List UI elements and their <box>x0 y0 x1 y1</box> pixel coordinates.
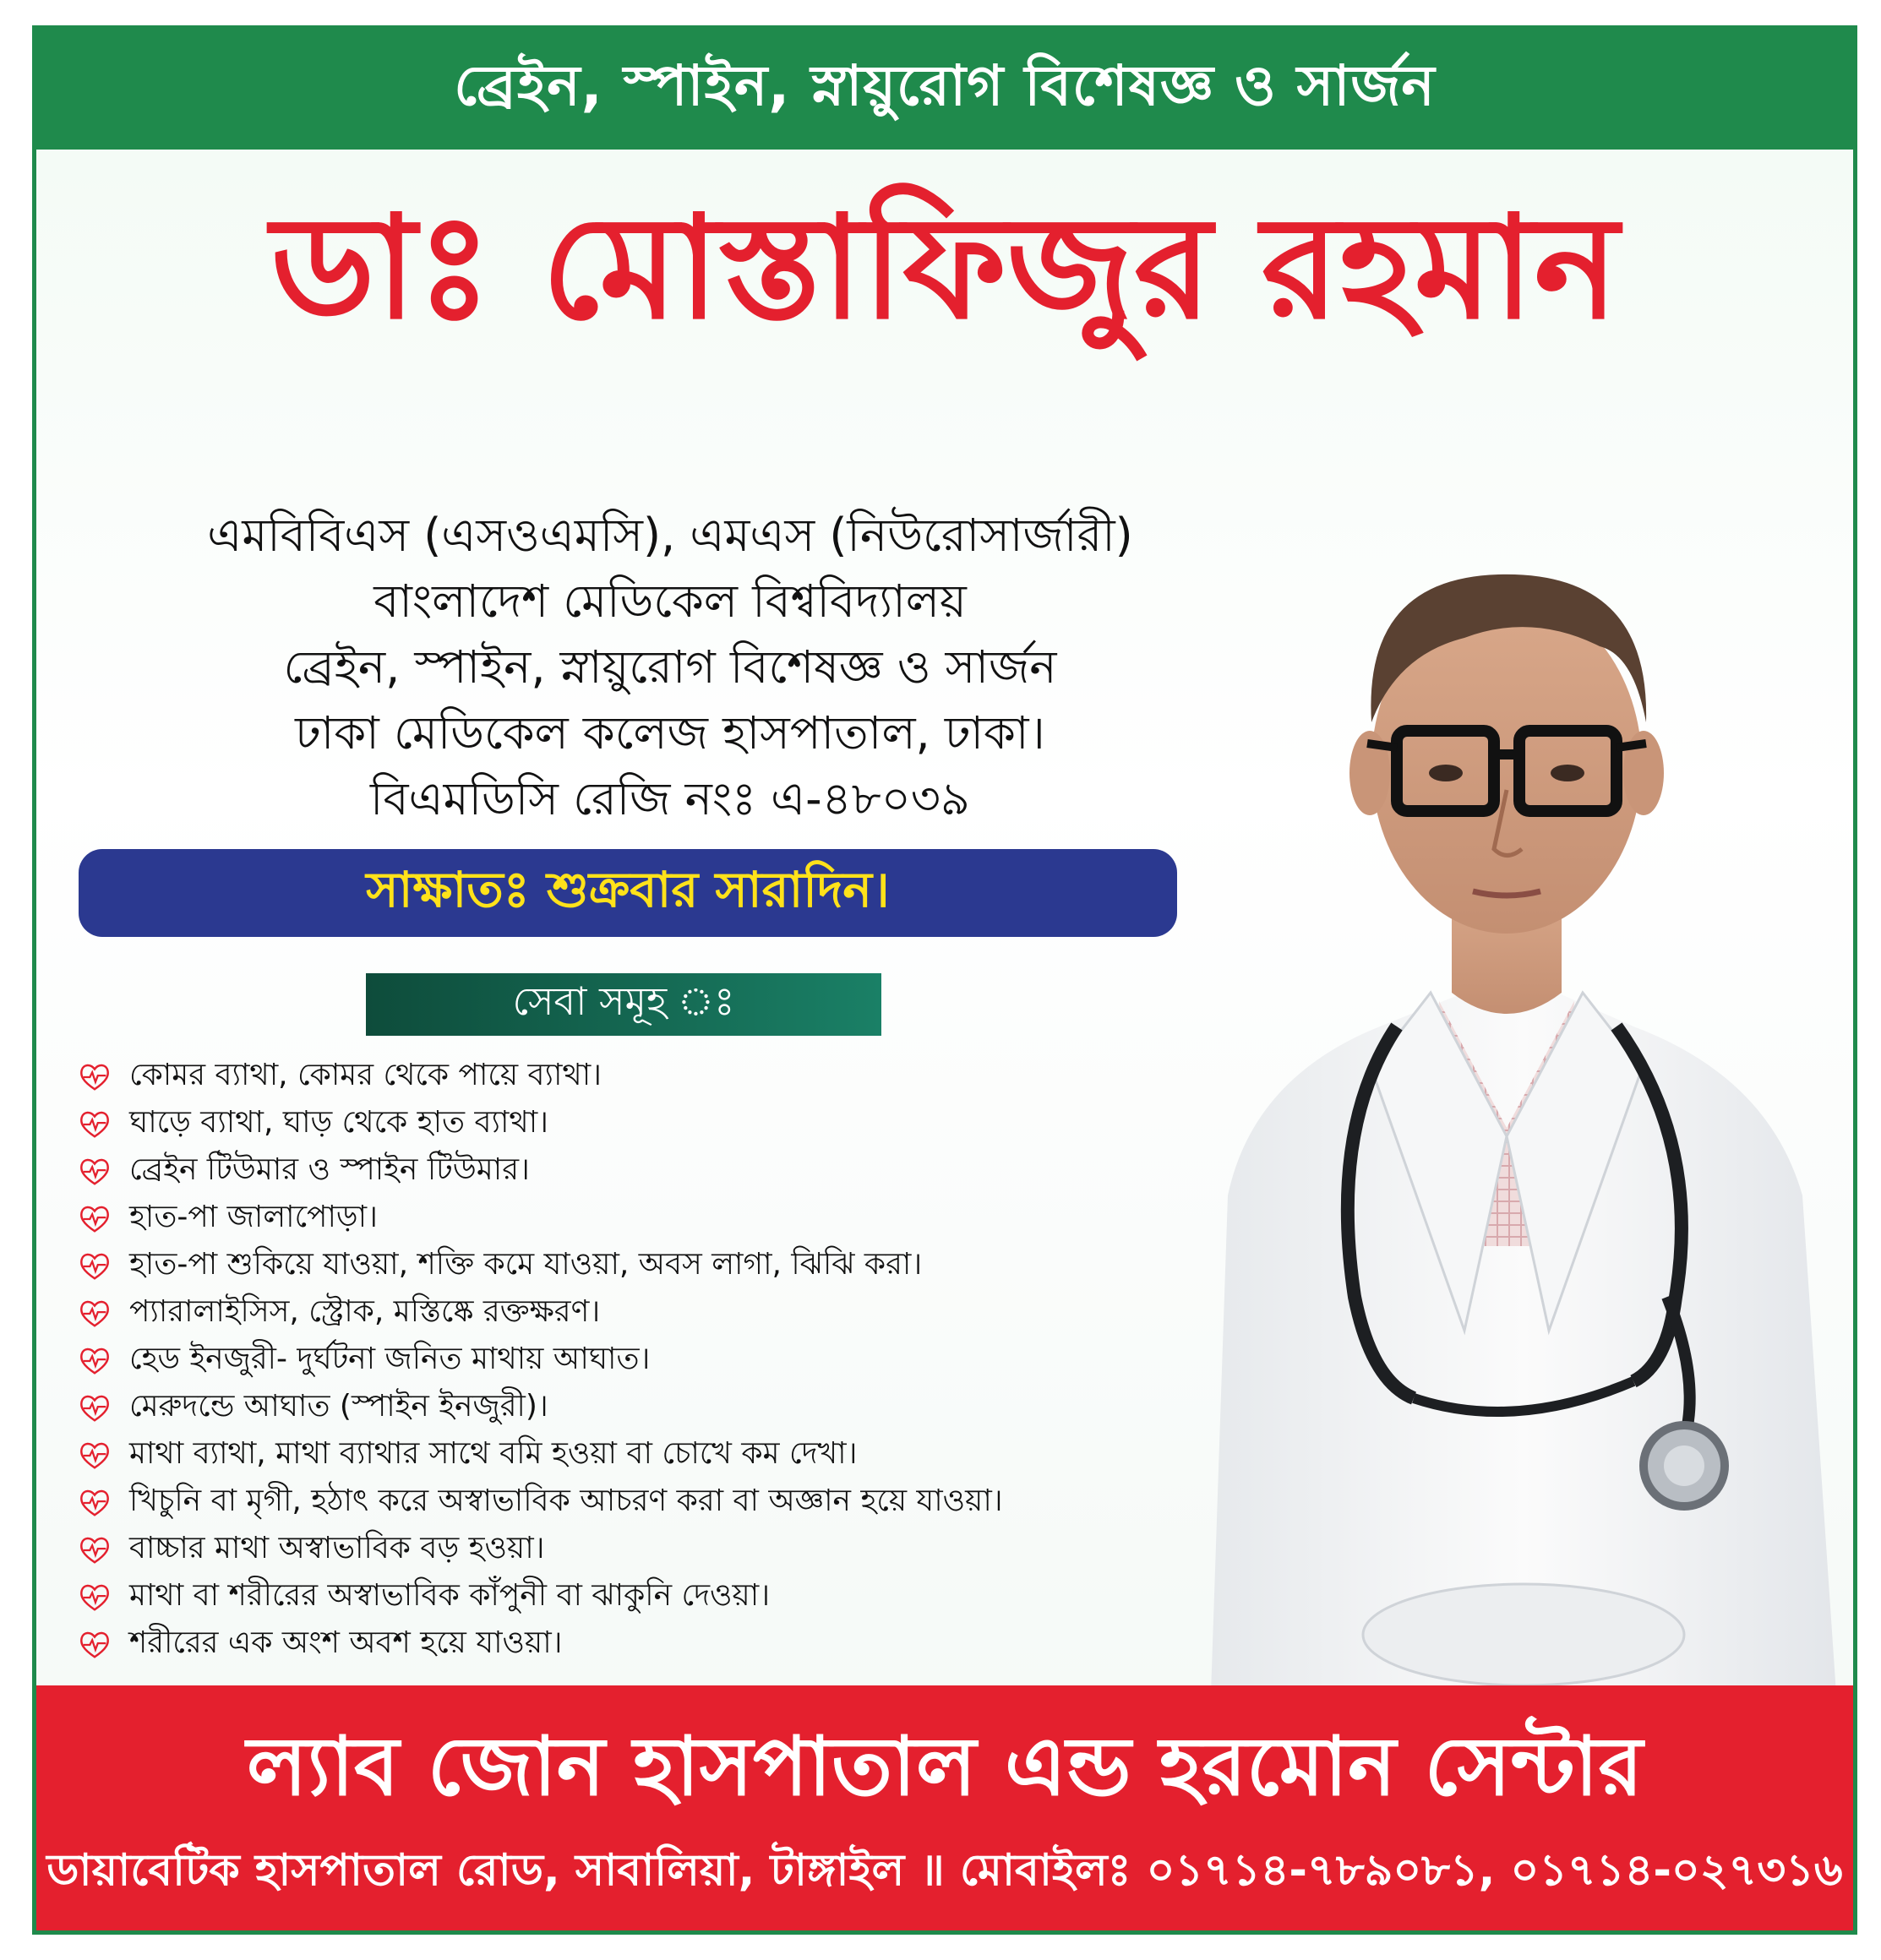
poster <box>32 25 1857 1935</box>
footer-banner <box>36 1685 1853 1930</box>
hospital-name: ল্যাব জোন হাসপাতাল এন্ড হরমোন সেন্টার <box>246 1719 1644 1814</box>
service-text: কোমর ব্যাথা, কোমর থেকে পায়ে ব্যাথা। <box>129 1058 602 1092</box>
credential-specialty: ব্রেইন, স্পাইন, স্নায়ুরোগ বিশেষজ্ঞ ও সার্জন <box>283 640 1057 694</box>
credential-university: বাংলাদেশ মেডিকেল বিশ্ববিদ্যালয় <box>373 574 967 628</box>
heartbeat-icon <box>79 1440 111 1472</box>
heartbeat-icon <box>79 1156 111 1188</box>
appointment-text: সাক্ষাতঃ শুক্রবার সারাদিন। <box>366 860 890 918</box>
service-text: হাত-পা শুকিয়ে যাওয়া, শক্তি কমে যাওয়া, অবস লাগা, ঝিঝি করা। <box>129 1247 923 1282</box>
credential-hospital: ঢাকা মেডিকেল কলেজ হাসপাতাল, ঢাকা। <box>295 706 1045 760</box>
heartbeat-icon <box>79 1108 111 1141</box>
appointment-banner <box>79 849 1177 937</box>
doctor-photo <box>1160 486 1853 1694</box>
service-text: মেরুদন্ডে আঘাত (স্পাইন ইনজুরী)। <box>129 1389 548 1424</box>
service-item <box>79 1054 1245 1101</box>
service-text: প্যারালাইসিস, স্ট্রোক, মস্তিষ্কে রক্তক্ষরণ। <box>129 1294 601 1329</box>
service-item <box>79 1290 1245 1337</box>
service-item <box>79 1479 1245 1527</box>
service-item <box>79 1148 1245 1195</box>
heartbeat-icon <box>79 1298 111 1330</box>
heartbeat-icon <box>79 1582 111 1614</box>
credential-bmdc-reg: বিএমডিসি রেজি নংঃ এ-৪৮০৩৯ <box>370 772 970 825</box>
service-text: শরীরের এক অংশ অবশ হয়ে যাওয়া। <box>129 1625 563 1660</box>
service-item <box>79 1432 1245 1479</box>
heartbeat-icon <box>79 1061 111 1093</box>
service-item <box>79 1337 1245 1385</box>
address-contact: ডায়াবেটিক হাসপাতাল রোড, সাবালিয়া, টাঙ্গাইল ॥ মোবাইলঃ ০১৭১৪-৭৮৯০৮১, ০১৭১৪-০২৭৩১৬ <box>46 1845 1843 1896</box>
specialty-heading: ব্রেইন, স্পাইন, স্নায়ুরোগ বিশেষজ্ঞ ও সার্জন <box>454 53 1436 118</box>
service-item <box>79 1621 1245 1669</box>
service-item <box>79 1243 1245 1290</box>
services-title: সেবা সমূহ ঃ <box>512 978 735 1024</box>
service-text: মাথা ব্যাথা, মাথা ব্যাথার সাথে বমি হওয়া বা চোখে কম দেখা। <box>129 1436 858 1471</box>
heartbeat-icon <box>79 1392 111 1424</box>
service-text: খিচুনি বা মৃগী, হঠাৎ করে অস্বাভাবিক আচরণ করা বা অজ্ঞান হয়ে যাওয়া। <box>129 1484 1003 1518</box>
service-text: হেড ইনজুরী- দুর্ঘটনা জনিত মাথায় আঘাত। <box>129 1342 651 1376</box>
service-text: ঘাড়ে ব্যাথা, ঘাড় থেকে হাত ব্যাথা। <box>129 1105 549 1140</box>
heartbeat-icon <box>79 1250 111 1282</box>
services-list <box>79 1054 1245 1669</box>
service-text: ব্রেইন টিউমার ও স্পাইন টিউমার। <box>129 1152 530 1187</box>
credentials-block <box>87 503 1253 832</box>
heartbeat-icon <box>79 1534 111 1566</box>
heartbeat-icon <box>79 1203 111 1235</box>
services-title-box <box>366 973 881 1036</box>
specialty-banner <box>36 30 1853 150</box>
service-text: মাথা বা শরীরের অস্বাভাবিক কাঁপুনী বা ঝাকুনি দেওয়া। <box>129 1578 771 1613</box>
service-item <box>79 1574 1245 1621</box>
doctor-name: ডাঃ মোস্তাফিজুর রহমান <box>270 185 1619 351</box>
heartbeat-icon <box>79 1345 111 1377</box>
service-item <box>79 1527 1245 1574</box>
service-text: হাত-পা জালাপোড়া। <box>129 1200 378 1234</box>
heartbeat-icon <box>79 1487 111 1519</box>
service-item <box>79 1101 1245 1148</box>
service-item <box>79 1385 1245 1432</box>
heartbeat-icon <box>79 1629 111 1661</box>
service-item <box>79 1195 1245 1243</box>
credential-degrees: এমবিবিএস (এসওএমসি), এমএস (নিউরোসার্জারী) <box>207 509 1133 562</box>
service-text: বাচ্চার মাথা অস্বাভাবিক বড় হওয়া। <box>129 1531 545 1565</box>
